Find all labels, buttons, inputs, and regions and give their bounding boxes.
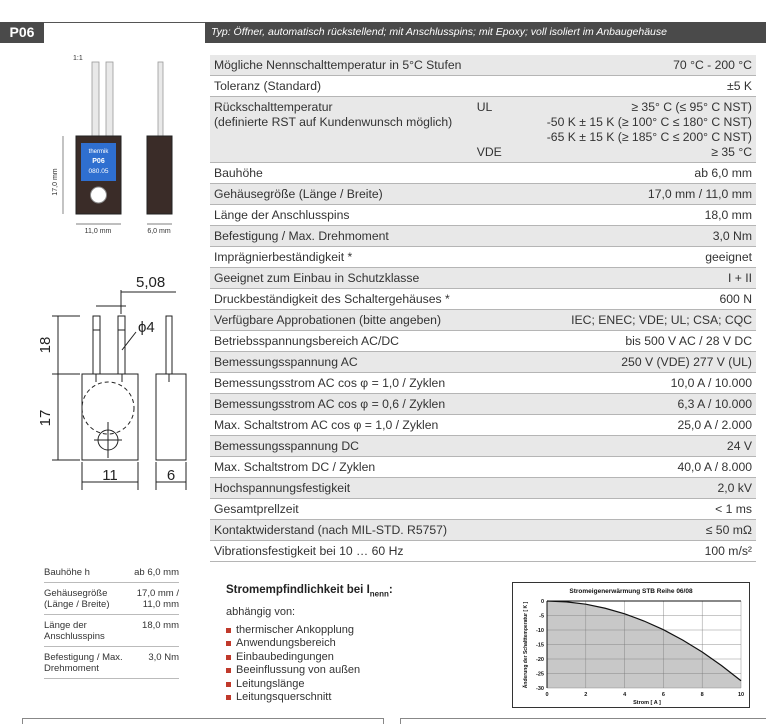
spec-label: Gesamtprellzeit: [214, 502, 299, 516]
spec-row: [210, 373, 756, 394]
rst-sublabel: (definierte RST auf Kundenwunsch möglich): [214, 115, 453, 129]
product-code-badge: P06: [0, 22, 44, 43]
dim-body: 17: [37, 409, 54, 427]
spec-label: Imprägnierbeständigkeit *: [214, 250, 353, 264]
spec-row: [210, 520, 756, 541]
spec-row: [210, 55, 756, 76]
chart-ytick-label: -25: [536, 671, 544, 678]
spec-value: 18,0 mm: [704, 208, 752, 222]
spec-label: Verfügbare Approbationen (bitte angeben): [214, 313, 441, 327]
spec-label: Bauhöhe: [214, 166, 263, 180]
summary-label: Befestigung / Max. Drehmoment: [44, 652, 123, 674]
spec-row: [210, 352, 756, 373]
spec-label: Bemessungsspannung AC: [214, 355, 358, 369]
list-item: thermischer Ankopplung: [226, 624, 360, 637]
depends-on-label: abhängig von:: [226, 606, 296, 618]
photo-depth-dim: 6,0 mm: [147, 228, 171, 235]
spec-value: bis 500 V AC / 28 V DC: [625, 334, 752, 348]
spec-row: [210, 310, 756, 331]
spec-label: Kontaktwiderstand (nach MIL-STD. R5757): [214, 523, 448, 537]
current-sensitivity-title: Stromempfindlichkeit bei $I_{nenn}$:: [226, 584, 393, 599]
spec-label: Druckbeständigkeit des Schaltergehäuses *: [214, 292, 450, 306]
footer-box-left: [22, 718, 384, 724]
spec-value: 250 V (VDE) 277 V (UL): [621, 355, 752, 369]
technical-drawing: [36, 270, 198, 500]
chart-xtick-label: 0: [545, 692, 549, 698]
spec-row: [210, 226, 756, 247]
spec-value: 2,0 kV: [717, 481, 752, 495]
summary-row: [44, 562, 179, 583]
chart-svg: [513, 583, 749, 707]
spec-row: [210, 205, 756, 226]
spec-value: ≤ 50 mΩ: [705, 523, 752, 537]
rst-value-1: ≥ 35° C (≤ 95° C NST): [631, 100, 752, 114]
spec-value: 600 N: [719, 292, 752, 306]
spec-label: Bemessungsstrom AC cos φ = 1,0 / Zyklen: [214, 376, 446, 390]
spec-row: [210, 499, 756, 520]
spec-value: ab 6,0 mm: [694, 166, 752, 180]
sticker-code: 080.05: [88, 168, 109, 175]
sticker-brand: thermik: [88, 149, 109, 155]
spec-row-rst: [210, 97, 756, 163]
spec-value: 10,0 A / 10.000: [670, 376, 752, 390]
dim-pitch: 5,08: [136, 274, 166, 291]
spec-value: 100 m/s²: [704, 544, 752, 558]
rst-value-4: ≥ 35 °C: [711, 145, 752, 159]
dim-pins: 18: [37, 336, 54, 354]
rst-value-2: -50 K ± 15 K (≥ 100° C ≤ 180° C NST): [546, 115, 752, 129]
list-item: Leitungsquerschnitt: [226, 691, 360, 704]
chart-ytick-label: -15: [536, 642, 544, 649]
spec-value: ±5 K: [727, 79, 752, 93]
spec-value: I + II: [727, 271, 752, 285]
chart-ytick-label: -5: [539, 613, 544, 620]
dim-width: 11: [102, 467, 118, 484]
spec-row: [210, 268, 756, 289]
spec-value: 70 °C - 200 °C: [673, 58, 752, 72]
summary-value: ab 6,0 mm: [134, 567, 179, 578]
chart-xtick-label: 2: [584, 692, 588, 698]
self-heating-chart: [512, 582, 750, 708]
product-photo: [45, 50, 185, 240]
summary-value: 3,0 Nm: [148, 652, 179, 663]
spec-value: geeignet: [705, 250, 752, 264]
chart-xtick-label: 4: [623, 692, 627, 698]
chart-ytick-label: -20: [536, 657, 544, 663]
summary-row: [44, 583, 179, 615]
spec-label: Betriebsspannungsbereich AC/DC: [214, 334, 399, 348]
chart-xtick-label: 10: [737, 692, 745, 698]
spec-row: [210, 289, 756, 310]
spec-value: 6,3 A / 10.000: [677, 397, 752, 411]
spec-label: Gehäusegröße (Länge / Breite): [214, 187, 383, 201]
chart-title: Stromeigenerwärmung STB Reihe 06/08: [569, 588, 693, 595]
spec-label: Mögliche Nennschalttemperatur in 5°C Stufen: [214, 58, 462, 72]
rst-ul-label: UL: [476, 100, 493, 114]
photo-height-dim: 17,0 mm: [52, 168, 59, 196]
footer-box-right: [400, 718, 766, 724]
chart-xlabel: Strom [ A ]: [633, 700, 661, 706]
spec-label: Befestigung / Max. Drehmoment: [214, 229, 389, 243]
chart-xtick-label: 8: [700, 692, 704, 698]
spec-label: Max. Schaltstrom DC / Zyklen: [214, 460, 376, 474]
spec-value: IEC; ENEC; VDE; UL; CSA; CQC: [571, 313, 752, 327]
spec-label: Max. Schaltstrom AC cos φ = 1,0 / Zyklen: [214, 418, 439, 432]
spec-row: [210, 541, 756, 562]
spec-label: Bemessungsstrom AC cos φ = 0,6 / Zyklen: [214, 397, 446, 411]
spec-row: [210, 331, 756, 352]
sticker-model: P06: [92, 158, 105, 165]
spec-label: Geeignet zum Einbau in Schutzklasse: [214, 271, 420, 285]
spec-row: [210, 457, 756, 478]
spec-label: Hochspannungsfestigkeit: [214, 481, 351, 495]
spec-value: 17,0 mm / 11,0 mm: [647, 187, 752, 201]
rst-vde-label: VDE: [476, 145, 502, 159]
spec-label: Vibrationsfestigkeit bei 10 … 60 Hz: [214, 544, 404, 558]
summary-value: 17,0 mm / 11,0 mm: [136, 588, 179, 610]
summary-label: Gehäusegröße (Länge / Breite): [44, 588, 110, 610]
dim-depth: 6: [166, 467, 176, 484]
spec-value: 25,0 A / 2.000: [677, 418, 752, 432]
spec-row: [210, 184, 756, 205]
spec-value: 40,0 A / 8.000: [677, 460, 752, 474]
scale-label: 1:1: [73, 55, 83, 62]
chart-ytick-label: -30: [536, 686, 544, 692]
chart-ytick-label: 0: [540, 599, 544, 605]
spec-row: [210, 394, 756, 415]
list-item: Leitungslänge: [226, 678, 360, 691]
rst-value-3: -65 K ± 15 K (≥ 185° C ≤ 200° C NST): [546, 130, 752, 144]
specs-table: [210, 55, 756, 562]
spec-row: [210, 415, 756, 436]
summary-table: [44, 562, 179, 679]
spec-value: < 1 ms: [715, 502, 752, 516]
rst-label: Rückschalttemperatur: [214, 100, 333, 114]
photo-width-dim: 11,0 mm: [84, 228, 112, 235]
spec-value: 3,0 Nm: [712, 229, 752, 243]
dependency-list: [226, 624, 360, 704]
summary-row: [44, 647, 179, 679]
spec-label: Toleranz (Standard): [214, 79, 322, 93]
summary-row: [44, 615, 179, 647]
summary-label: Länge der Anschlusspins: [44, 620, 105, 642]
summary-value: 18,0 mm: [142, 620, 179, 631]
spec-row: [210, 436, 756, 457]
spec-row: [210, 247, 756, 268]
spec-label: Länge der Anschlusspins: [214, 208, 350, 222]
spec-label: Bemessungsspannung DC: [214, 439, 359, 453]
type-description-header: Typ: Öffner, automatisch rückstellend; mit Anschlusspins; mit Epoxy; voll isoliert im Anbaugehäuse: [205, 22, 766, 43]
spec-value: 24 V: [726, 439, 752, 453]
spec-row: [210, 478, 756, 499]
spec-row: [210, 76, 756, 97]
list-item: Einbaubedingungen: [226, 651, 360, 664]
list-item: Anwendungsbereich: [226, 637, 360, 650]
chart-ytick-label: -10: [536, 628, 544, 634]
header-divider: [44, 22, 205, 44]
spec-row: [210, 163, 756, 184]
chart-ylabel: Änderung der Schalttemperatur [ K ]: [523, 601, 529, 689]
summary-label: Bauhöhe h: [44, 567, 90, 578]
chart-xtick-label: 6: [661, 692, 665, 698]
list-item: Beeinflussung von außen: [226, 664, 360, 677]
dim-hole: ϕ4: [138, 319, 155, 336]
